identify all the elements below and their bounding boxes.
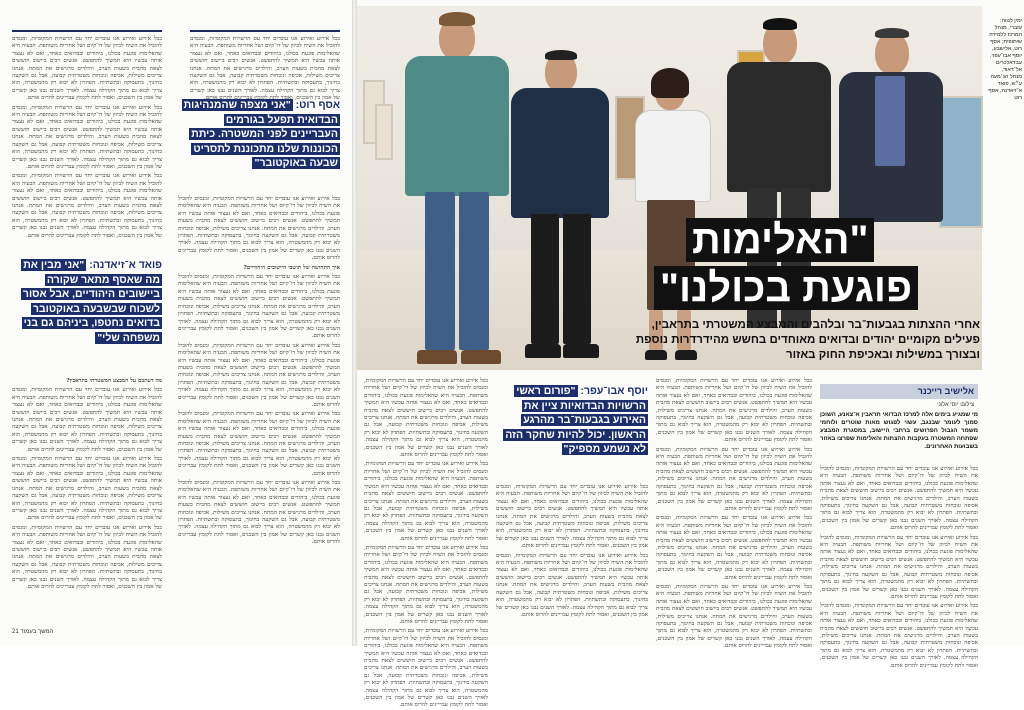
pull-quote-yosef: יוסף אבו־עפר: "פורום ראשי הרשויות הבדואיות ציין את האירוע בגבעות־בר מהרגע הראשון. יכול להיות שחקר הזה לא נשמע מספיק" — [505, 385, 648, 455]
wall-painting — [939, 96, 983, 228]
wall-painting — [375, 104, 393, 160]
column-rule — [190, 30, 340, 32]
subheadline: אחרי ההצתות בגבעות־בר ובלהבים והמבצע המשטרתי בתראבין, פעילים מקומיים יהודים ובדואים מאוחדים בחשש מהידרדרות נוספת ובצורך במשילות ובאכיפת החוק באזור — [635, 319, 980, 361]
column-rule — [12, 30, 162, 32]
headline-line-2: פוגעת בכולנו" — [654, 266, 918, 310]
body-column: מה דעתכם על המבצע המשטרתי בתראבין? בכל אירוע ואירוע אנו עובדים יחד עם הרשויות המקומיות, ומנסים להוביל את השיח לכיוון של דו־קיום ושל אחריות משותפת. הבעיה היא שהאלימות פוגעת בכולנו, ביהודים ובבדואים כאחד, ואם לא נעצור אותה עכשיו היא תמשיך להתפשט. אנשים רבים ביישוב חוששים לצאת מהבית בשעות הערב, והילדים מרגישים את המתח. אנחנו צריכים משילות, אכיפה ונוכחות משטרתית קבועה, אבל גם השקעה בחינוך, בתעסוקה ובתשתיות. הפתרון לא יבוא רק מהמשטרה, הוא צריך לבוא גם מתוך הקהילה עצמה. לאורך השנים נבנו כאן קשרים של אמון בין השכנים, ואסור לתת לקומץ עבריינים להרוס אותם. בכל אירוע ואירוע אנו עובדים יחד עם הרשויות המקומיות, ומנסים להוביל את השיח לכיוון של דו־קיום ושל אחריות משותפת. הבעיה היא שהאלימות פוגעת בכולנו, ביהודים ובבדואים כאחד, ואם לא נעצור אותה עכשיו היא תמשיך להתפשט. אנשים רבים ביישוב חוששים לצאת מהבית בשעות הערב, והילדים מרגישים את המתח. אנחנו צריכים משילות, אכיפה ונוכחות משטרתית קבועה, אבל גם השקעה בחינוך, בתעסוקה ובתשתיות. הפתרון לא יבוא רק מהמשטרה, הוא צריך לבוא גם מתוך הקהילה עצמה. לאורך השנים נבנו כאן קשרים של אמון בין השכנים, ואסור לתת לקומץ עבריינים להרוס אותם. בכל אירוע ואירוע אנו עובדים יחד עם הרשויות המקומיות, ומנסים להוביל את השיח לכיוון של דו־קיום ושל אחריות משותפת. הבעיה היא שהאלימות פוגעת בכולנו, ביהודים ובבדואים כאחד, ואם לא נעצור אותה עכשיו היא תמשיך להתפשט. אנשים רבים ביישוב חוששים לצאת מהבית בשעות הערב, והילדים מרגישים את המתח. אנחנו צריכים משילות, אכיפה ונוכחות משטרתית קבועה, אבל גם השקעה בחינוך, בתעסוקה ובתשתיות. הפתרון לא יבוא רק מהמשטרה, הוא צריך לבוא גם מתוך הקהילה עצמה. לאורך השנים נבנו כאן קשרים של אמון בין השכנים, ואסור לתת לקומץ עבריינים להרוס אותם. — [12, 378, 162, 590]
pull-quote-fuad: פואד א־זיאדנה: "אני מבין את מה שאסף מתאר שקורה ביישובים היהודיים, אבל אסור לשכוח שבשבעה באוקטובר בדואים נחטפו, ביניהם גם בני משפחה שלי" — [22, 259, 162, 344]
photo-caption: ימין לנווה: עזברי, מנהל המרכז ללמידה שיתופית; אסף רוט, אלישבע, יוסף אבו־עפר, עבדאלכרים אל־דאוד, מנהל הג׳מעה ע״ש, פואד א־זיאדנה, אסף רוט — [988, 18, 1022, 101]
group-photo — [357, 6, 982, 370]
byline: אלישיב רייכנר — [820, 384, 978, 399]
person-asaf — [399, 10, 519, 370]
body-column: בכל אירוע ואירוע אנו עובדים יחד עם הרשויות המקומיות, ומנסים להוביל את השיח לכיוון של דו־קיום ושל אחריות משותפת. הבעיה היא שהאלימות פוגעת בכולנו, ביהודים ובבדואים כאחד, ואם לא נעצור אותה עכשיו היא תמשיך להתפשט. אנשים רבים ביישוב חוששים לצאת מהבית בשעות הערב, והילדים מרגישים את המתח. אנחנו צריכים משילות, אכיפה ונוכחות משטרתית קבועה, אבל גם השקעה בחינוך, בתעסוקה ובתשתיות. הפתרון לא יבוא רק מהמשטרה, הוא צריך לבוא גם מתוך הקהילה עצמה. לאורך השנים נבנו כאן קשרים של אמון בין השכנים, ואסור לתת לקומץ עבריינים להרוס אותם. בכל אירוע ואירוע אנו עובדים יחד עם הרשויות המקומיות, ומנסים להוביל את השיח לכיוון של דו־קיום ושל אחריות משותפת. הבעיה היא שהאלימות פוגעת בכולנו, ביהודים ובבדואים כאחד, ואם לא נעצור אותה עכשיו היא תמשיך להתפשט. אנשים רבים ביישוב חוששים לצאת מהבית בשעות הערב, והילדים מרגישים את המתח. אנחנו צריכים משילות, אכיפה ונוכחות משטרתית קבועה, אבל גם השקעה בחינוך, בתעסוקה ובתשתיות. הפתרון לא יבוא רק מהמשטרה, הוא צריך לבוא גם מתוך הקהילה עצמה. לאורך השנים נבנו כאן קשרים של אמון בין השכנים, ואסור לתת לקומץ עבריינים להרוס אותם. בכל אירוע ואירוע אנו עובדים יחד עם הרשויות המקומיות, ומנסים להוביל את השיח לכיוון של דו־קיום ושל אחריות משותפת. הבעיה היא שהאלימות פוגעת בכולנו, ביהודים ובבדואים כאחד, ואם לא נעצור אותה עכשיו היא תמשיך להתפשט. אנשים רבים ביישוב חוששים לצאת מהבית בשעות הערב, והילדים מרגישים את המתח. אנחנו צריכים משילות, אכיפה ונוכחות משטרתית קבועה, אבל גם השקעה בחינוך, בתעסוקה ובתשתיות. הפתרון לא יבוא רק מהמשטרה, הוא צריך לבוא גם מתוך הקהילה עצמה. לאורך השנים נבנו כאן קשרים של אמון בין השכנים, ואסור לתת לקומץ עבריינים להרוס אותם. בכל אירוע ואירוע אנו עובדים יחד עם הרשויות המקומיות, ומנסים להוביל את השיח לכיוון של דו־קיום ושל אחריות משותפת. הבעיה היא שהאלימות פוגעת בכולנו, ביהודים ובבדואים כאחד, ואם לא נעצור אותה עכשיו היא תמשיך להתפשט. אנשים רבים ביישוב חוששים לצאת מהבית בשעות הערב, והילדים מרגישים את המתח. אנחנו צריכים משילות, אכיפה ונוכחות משטרתית קבועה, אבל גם השקעה בחינוך, בתעסוקה ובתשתיות. הפתרון לא יבוא רק מהמשטרה, הוא צריך לבוא גם מתוך הקהילה עצמה. לאורך השנים נבנו כאן קשרים של אמון בין השכנים, ואסור לתת לקומץ עבריינים להרוס אותם. — [364, 378, 488, 709]
body-column: בכל אירוע ואירוע אנו עובדים יחד עם הרשויות המקומיות, ומנסים להוביל את השיח לכיוון של דו־קיום ושל אחריות משותפת. הבעיה היא שהאלימות פוגעת בכולנו, ביהודים ובבדואים כאחד, ואם לא נעצור אותה עכשיו היא תמשיך להתפשט. אנשים רבים ביישוב חוששים לצאת מהבית בשעות הערב, והילדים מרגישים את המתח. אנחנו צריכים משילות, אכיפה ונוכחות משטרתית קבועה, אבל גם השקעה בחינוך, בתעסוקה ובתשתיות. הפתרון לא יבוא רק מהמשטרה, הוא צריך לבוא גם מתוך הקהילה עצמה. לאורך השנים נבנו כאן קשרים של אמון בין השכנים, ואסור לתת לקומץ עבריינים להרוס אותם. בכל אירוע ואירוע אנו עובדים יחד עם הרשויות המקומיות, ומנסים להוביל את השיח לכיוון של דו־קיום ושל אחריות משותפת. הבעיה היא שהאלימות פוגעת בכולנו, ביהודים ובבדואים כאחד, ואם לא נעצור אותה עכשיו היא תמשיך להתפשט. אנשים רבים ביישוב חוששים לצאת מהבית בשעות הערב, והילדים מרגישים את המתח. אנחנו צריכים משילות, אכיפה ונוכחות משטרתית קבועה, אבל גם השקעה בחינוך, בתעסוקה ובתשתיות. הפתרון לא יבוא רק מהמשטרה, הוא צריך לבוא גם מתוך הקהילה עצמה. לאורך השנים נבנו כאן קשרים של אמון בין השכנים, ואסור לתת לקומץ עבריינים להרוס אותם. בכל אירוע ואירוע אנו עובדים יחד עם הרשויות המקומיות, ומנסים להוביל את השיח לכיוון של דו־קיום ושל אחריות משותפת. הבעיה היא שהאלימות פוגעת בכולנו, ביהודים ובבדואים כאחד, ואם לא נעצור אותה עכשיו היא תמשיך להתפשט. אנשים רבים ביישוב חוששים לצאת מהבית בשעות הערב, והילדים מרגישים את המתח. אנחנו צריכים משילות, אכיפה ונוכחות משטרתית קבועה, אבל גם השקעה בחינוך, בתעסוקה ובתשתיות. הפתרון לא יבוא רק מהמשטרה, הוא צריך לבוא גם מתוך הקהילה עצמה. לאורך השנים נבנו כאן קשרים של אמון בין השכנים, ואסור לתת לקומץ עבריינים להרוס אותם. בכל אירוע ואירוע אנו עובדים יחד עם הרשויות המקומיות, ומנסים להוביל את השיח לכיוון של דו־קיום ושל אחריות משותפת. הבעיה היא שהאלימות פוגעת בכולנו, ביהודים ובבדואים כאחד, ואם לא נעצור אותה עכשיו היא תמשיך להתפשט. אנשים רבים ביישוב חוששים לצאת מהבית בשעות הערב, והילדים מרגישים את המתח. אנחנו צריכים משילות, אכיפה ונוכחות משטרתית קבועה, אבל גם השקעה בחינוך, בתעסוקה ובתשתיות. הפתרון לא יבוא רק מהמשטרה, הוא צריך לבוא גם מתוך הקהילה עצמה. לאורך השנים נבנו כאן קשרים של אמון בין השכנים, ואסור לתת לקומץ עבריינים להרוס אותם. — [656, 378, 812, 650]
photo-credit: צילום: יוסי אלוני — [937, 402, 974, 408]
body-column: בכל אירוע ואירוע אנו עובדים יחד עם הרשויות המקומיות, ומנסים להוביל את השיח לכיוון של דו־קיום ושל אחריות משותפת. הבעיה היא שהאלימות פוגעת בכולנו, ביהודים ובבדואים כאחד, ואם לא נעצור אותה עכשיו היא תמשיך להתפשט. אנשים רבים ביישוב חוששים לצאת מהבית בשעות הערב, והילדים מרגישים את המתח. אנחנו צריכים משילות, אכיפה ונוכחות משטרתית קבועה, אבל גם השקעה בחינוך, בתעסוקה ובתשתיות. הפתרון לא יבוא רק מהמשטרה, הוא צריך לבוא גם מתוך הקהילה עצמה. לאורך השנים נבנו כאן קשרים של אמון בין השכנים, ואסור לתת לקומץ עבריינים להרוס אותם. בכל אירוע ואירוע אנו עובדים יחד עם הרשויות המקומיות, ומנסים להוביל את השיח לכיוון של דו־קיום ושל אחריות משותפת. הבעיה היא שהאלימות פוגעת בכולנו, ביהודים ובבדואים כאחד, ואם לא נעצור אותה עכשיו היא תמשיך להתפשט. אנשים רבים ביישוב חוששים לצאת מהבית בשעות הערב, והילדים מרגישים את המתח. אנחנו צריכים משילות, אכיפה ונוכחות משטרתית קבועה, אבל גם השקעה בחינוך, בתעסוקה ובתשתיות. הפתרון לא יבוא רק מהמשטרה, הוא צריך לבוא גם מתוך הקהילה עצמה. לאורך השנים נבנו כאן קשרים של אמון בין השכנים, ואסור לתת לקומץ עבריינים להרוס אותם. — [496, 484, 648, 618]
lede: מי שמגיע בימים אלה למרכז הבדואי תראבין א־צאנע, השוכן סמוך לעומר שבנגב, עשוי לפגוש מאות שוטרים ולוחמי משמר הגבול הפרושים ברחבי היישוב, במסגרת המבצע שפתחה המשטרה בעקבות ההצתות והאלימות שפרצו באזור בשבועות האחרונים. — [820, 412, 978, 450]
body-column: בכל אירוע ואירוע אנו עובדים יחד עם הרשויות המקומיות, ומנסים להוביל את השיח לכיוון של דו־קיום ושל אחריות משותפת. הבעיה היא שהאלימות פוגעת בכולנו, ביהודים ובבדואים כאחד, ואם לא נעצור אותה עכשיו היא תמשיך להתפשט. אנשים רבים ביישוב חוששים לצאת מהבית בשעות הערב, והילדים מרגישים את המתח. אנחנו צריכים משילות, אכיפה ונוכחות משטרתית קבועה, אבל גם השקעה בחינוך, בתעסוקה ובתשתיות. הפתרון לא יבוא רק מהמשטרה, הוא צריך לבוא גם מתוך הקהילה עצמה. לאורך השנים נבנו כאן קשרים של אמון בין השכנים, ואסור לתת לקומץ עבריינים להרוס אותם. איך התחושה של תושבי היישובים היהודיים? בכל אירוע ואירוע אנו עובדים יחד עם הרשויות המקומיות, ומנסים להוביל את השיח לכיוון של דו־קיום ושל אחריות משותפת. הבעיה היא שהאלימות פוגעת בכולנו, ביהודים ובבדואים כאחד, ואם לא נעצור אותה עכשיו היא תמשיך להתפשט. אנשים רבים ביישוב חוששים לצאת מהבית בשעות הערב, והילדים מרגישים את המתח. אנחנו צריכים משילות, אכיפה ונוכחות משטרתית קבועה, אבל גם השקעה בחינוך, בתעסוקה ובתשתיות. הפתרון לא יבוא רק מהמשטרה, הוא צריך לבוא גם מתוך הקהילה עצמה. לאורך השנים נבנו כאן קשרים של אמון בין השכנים, ואסור לתת לקומץ עבריינים להרוס אותם. בכל אירוע ואירוע אנו עובדים יחד עם הרשויות המקומיות, ומנסים להוביל את השיח לכיוון של דו־קיום ושל אחריות משותפת. הבעיה היא שהאלימות פוגעת בכולנו, ביהודים ובבדואים כאחד, ואם לא נעצור אותה עכשיו היא תמשיך להתפשט. אנשים רבים ביישוב חוששים לצאת מהבית בשעות הערב, והילדים מרגישים את המתח. אנחנו צריכים משילות, אכיפה ונוכחות משטרתית קבועה, אבל גם השקעה בחינוך, בתעסוקה ובתשתיות. הפתרון לא יבוא רק מהמשטרה, הוא צריך לבוא גם מתוך הקהילה עצמה. לאורך השנים נבנו כאן קשרים של אמון בין השכנים, ואסור לתת לקומץ עבריינים להרוס אותם. בכל אירוע ואירוע אנו עובדים יחד עם הרשויות המקומיות, ומנסים להוביל את השיח לכיוון של דו־קיום ושל אחריות משותפת. הבעיה היא שהאלימות פוגעת בכולנו, ביהודים ובבדואים כאחד, ואם לא נעצור אותה עכשיו היא תמשיך להתפשט. אנשים רבים ביישוב חוששים לצאת מהבית בשעות הערב, והילדים מרגישים את המתח. אנחנו צריכים משילות, אכיפה ונוכחות משטרתית קבועה, אבל גם השקעה בחינוך, בתעסוקה ובתשתיות. הפתרון לא יבוא רק מהמשטרה, הוא צריך לבוא גם מתוך הקהילה עצמה. לאורך השנים נבנו כאן קשרים של אמון בין השכנים, ואסור לתת לקומץ עבריינים להרוס אותם. בכל אירוע ואירוע אנו עובדים יחד עם הרשויות המקומיות, ומנסים להוביל את השיח לכיוון של דו־קיום ושל אחריות משותפת. הבעיה היא שהאלימות פוגעת בכולנו, ביהודים ובבדואים כאחד, ואם לא נעצור אותה עכשיו היא תמשיך להתפשט. אנשים רבים ביישוב חוששים לצאת מהבית בשעות הערב, והילדים מרגישים את המתח. אנחנו צריכים משילות, אכיפה ונוכחות משטרתית קבועה, אבל גם השקעה בחינוך, בתעסוקה ובתשתיות. הפתרון לא יבוא רק מהמשטרה, הוא צריך לבוא גם מתוך הקהילה עצמה. לאורך השנים נבנו כאן קשרים של אמון בין השכנים, ואסור לתת לקומץ עבריינים להרוס אותם. — [178, 196, 340, 546]
continued-note: המשך בעמוד 21 — [12, 629, 54, 635]
body-column: בכל אירוע ואירוע אנו עובדים יחד עם הרשויות המקומיות, ומנסים להוביל את השיח לכיוון של דו־קיום ושל אחריות משותפת. הבעיה היא שהאלימות פוגעת בכולנו, ביהודים ובבדואים כאחד, ואם לא נעצור אותה עכשיו היא תמשיך להתפשט. אנשים רבים ביישוב חוששים לצאת מהבית בשעות הערב, והילדים מרגישים את המתח. אנחנו צריכים משילות, אכיפה ונוכחות משטרתית קבועה, אבל גם השקעה בחינוך, בתעסוקה ובתשתיות. הפתרון לא יבוא רק מהמשטרה, הוא צריך לבוא גם מתוך הקהילה עצמה. לאורך השנים נבנו כאן קשרים של אמון בין השכנים, ואסור לתת לקומץ עבריינים להרוס אותם. — [190, 36, 340, 102]
body-column: בכל אירוע ואירוע אנו עובדים יחד עם הרשויות המקומיות, ומנסים להוביל את השיח לכיוון של דו־קיום ושל אחריות משותפת. הבעיה היא שהאלימות פוגעת בכולנו, ביהודים ובבדואים כאחד, ואם לא נעצור אותה עכשיו היא תמשיך להתפשט. אנשים רבים ביישוב חוששים לצאת מהבית בשעות הערב, והילדים מרגישים את המתח. אנחנו צריכים משילות, אכיפה ונוכחות משטרתית קבועה, אבל גם השקעה בחינוך, בתעסוקה ובתשתיות. הפתרון לא יבוא רק מהמשטרה, הוא צריך לבוא גם מתוך הקהילה עצמה. לאורך השנים נבנו כאן קשרים של אמון בין השכנים, ואסור לתת לקומץ עבריינים להרוס אותם. בכל אירוע ואירוע אנו עובדים יחד עם הרשויות המקומיות, ומנסים להוביל את השיח לכיוון של דו־קיום ושל אחריות משותפת. הבעיה היא שהאלימות פוגעת בכולנו, ביהודים ובבדואים כאחד, ואם לא נעצור אותה עכשיו היא תמשיך להתפשט. אנשים רבים ביישוב חוששים לצאת מהבית בשעות הערב, והילדים מרגישים את המתח. אנחנו צריכים משילות, אכיפה ונוכחות משטרתית קבועה, אבל גם השקעה בחינוך, בתעסוקה ובתשתיות. הפתרון לא יבוא רק מהמשטרה, הוא צריך לבוא גם מתוך הקהילה עצמה. לאורך השנים נבנו כאן קשרים של אמון בין השכנים, ואסור לתת לקומץ עבריינים להרוס אותם. בכל אירוע ואירוע אנו עובדים יחד עם הרשויות המקומיות, ומנסים להוביל את השיח לכיוון של דו־קיום ושל אחריות משותפת. הבעיה היא שהאלימות פוגעת בכולנו, ביהודים ובבדואים כאחד, ואם לא נעצור אותה עכשיו היא תמשיך להתפשט. אנשים רבים ביישוב חוששים לצאת מהבית בשעות הערב, והילדים מרגישים את המתח. אנחנו צריכים משילות, אכיפה ונוכחות משטרתית קבועה, אבל גם השקעה בחינוך, בתעסוקה ובתשתיות. הפתרון לא יבוא רק מהמשטרה, הוא צריך לבוא גם מתוך הקהילה עצמה. לאורך השנים נבנו כאן קשרים של אמון בין השכנים, ואסור לתת לקומץ עבריינים להרוס אותם. — [12, 36, 162, 239]
pull-quote-asaf: אסף רוט: "אני מצפה שהמנהיגות הבדואית תפעל בגורמים העבריינים לפני המשטרה. כיתת הכוננות שלנו מתכוננת לתסריט שבעה באוקטובר" — [183, 99, 340, 169]
body-column: בכל אירוע ואירוע אנו עובדים יחד עם הרשויות המקומיות, ומנסים להוביל את השיח לכיוון של דו־קיום ושל אחריות משותפת. הבעיה היא שהאלימות פוגעת בכולנו, ביהודים ובבדואים כאחד, ואם לא נעצור אותה עכשיו היא תמשיך להתפשט. אנשים רבים ביישוב חוששים לצאת מהבית בשעות הערב, והילדים מרגישים את המתח. אנחנו צריכים משילות, אכיפה ונוכחות משטרתית קבועה, אבל גם השקעה בחינוך, בתעסוקה ובתשתיות. הפתרון לא יבוא רק מהמשטרה, הוא צריך לבוא גם מתוך הקהילה עצמה. לאורך השנים נבנו כאן קשרים של אמון בין השכנים, ואסור לתת לקומץ עבריינים להרוס אותם. בכל אירוע ואירוע אנו עובדים יחד עם הרשויות המקומיות, ומנסים להוביל את השיח לכיוון של דו־קיום ושל אחריות משותפת. הבעיה היא שהאלימות פוגעת בכולנו, ביהודים ובבדואים כאחד, ואם לא נעצור אותה עכשיו היא תמשיך להתפשט. אנשים רבים ביישוב חוששים לצאת מהבית בשעות הערב, והילדים מרגישים את המתח. אנחנו צריכים משילות, אכיפה ונוכחות משטרתית קבועה, אבל גם השקעה בחינוך, בתעסוקה ובתשתיות. הפתרון לא יבוא רק מהמשטרה, הוא צריך לבוא גם מתוך הקהילה עצמה. לאורך השנים נבנו כאן קשרים של אמון בין השכנים, ואסור לתת לקומץ עבריינים להרוס אותם. בכל אירוע ואירוע אנו עובדים יחד עם הרשויות המקומיות, ומנסים להוביל את השיח לכיוון של דו־קיום ושל אחריות משותפת. הבעיה היא שהאלימות פוגעת בכולנו, ביהודים ובבדואים כאחד, ואם לא נעצור אותה עכשיו היא תמשיך להתפשט. אנשים רבים ביישוב חוששים לצאת מהבית בשעות הערב, והילדים מרגישים את המתח. אנחנו צריכים משילות, אכיפה ונוכחות משטרתית קבועה, אבל גם השקעה בחינוך, בתעסוקה ובתשתיות. הפתרון לא יבוא רק מהמשטרה, הוא צריך לבוא גם מתוך הקהילה עצמה. לאורך השנים נבנו כאן קשרים של אמון בין השכנים, ואסור לתת לקומץ עבריינים להרוס אותם. — [820, 466, 978, 669]
left-page — [0, 0, 352, 646]
headline-line-1: "האלימות — [686, 218, 874, 262]
